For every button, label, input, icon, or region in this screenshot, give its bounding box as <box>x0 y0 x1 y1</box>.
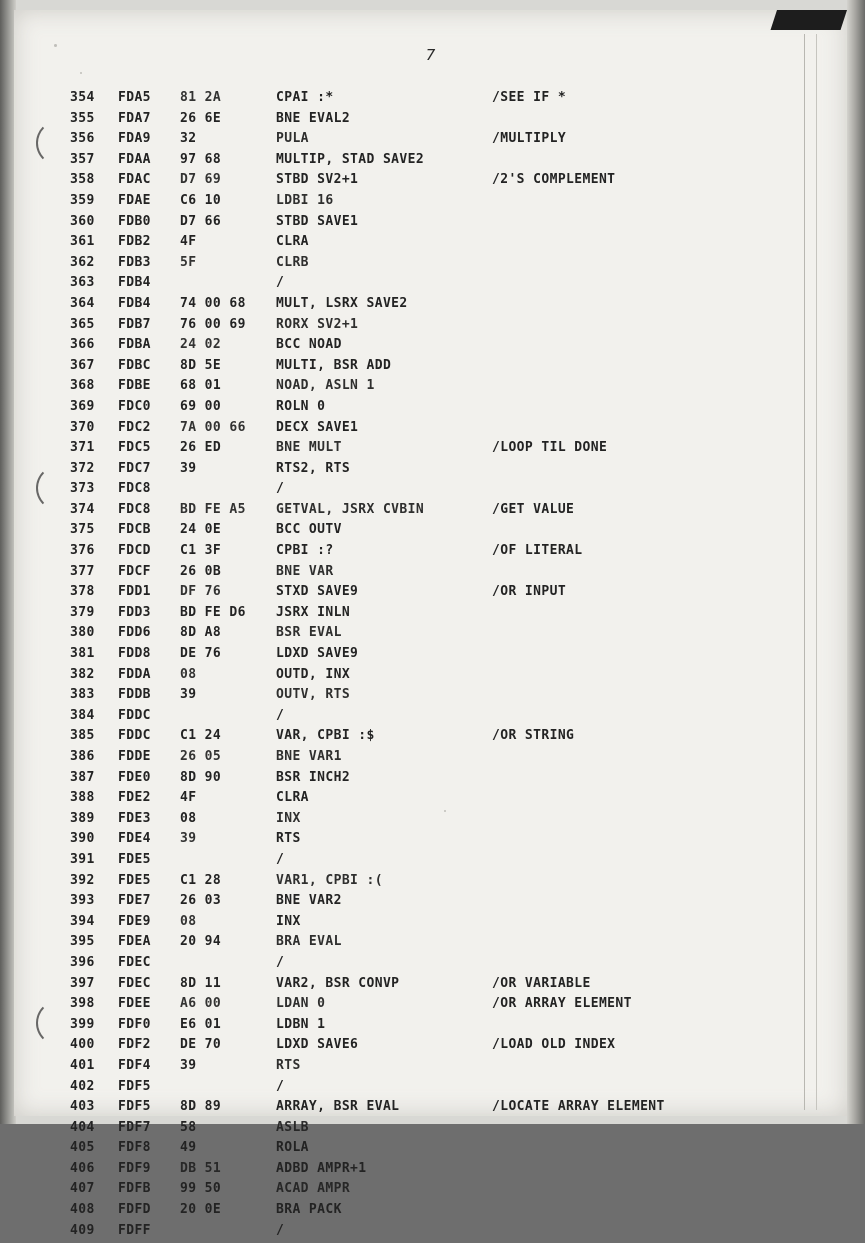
line-number: 358 <box>70 172 95 188</box>
listing-row <box>70 1120 810 1141</box>
memory-address: FDA5 <box>118 90 151 105</box>
listing-row <box>70 708 810 729</box>
source-statement: LDBI 16 <box>276 192 334 208</box>
line-number: 392 <box>70 872 95 888</box>
line-number: 366 <box>70 337 95 353</box>
line-number: 384 <box>70 707 95 723</box>
source-statement: CLRB <box>276 254 309 270</box>
memory-address: FDB7 <box>118 316 151 332</box>
memory-address: FDF5 <box>118 1099 151 1115</box>
memory-address: FDDE <box>118 749 151 764</box>
listing-row <box>70 481 810 502</box>
line-number: 361 <box>70 234 95 250</box>
object-code: 20 0E <box>180 1202 222 1218</box>
listing-row <box>70 976 810 997</box>
source-statement: STBD SAVE1 <box>276 213 359 229</box>
source-statement: ASLB <box>276 1119 309 1135</box>
source-statement: ARRAY, BSR EVAL <box>276 1099 400 1115</box>
line-number: 385 <box>70 728 95 744</box>
object-code: 26 05 <box>180 749 222 764</box>
line-number: 377 <box>70 563 95 579</box>
object-code: 74 00 68 <box>180 295 246 311</box>
line-number: 380 <box>70 625 95 641</box>
line-number: 370 <box>70 419 95 435</box>
object-code: 4F <box>180 790 197 806</box>
listing-row <box>70 131 810 152</box>
object-code: 26 03 <box>180 893 222 909</box>
line-number: 386 <box>70 749 95 764</box>
listing-row <box>70 811 810 832</box>
source-statement: STBD SV2+1 <box>276 172 359 188</box>
object-code: 8D 5E <box>180 357 222 373</box>
line-number: 368 <box>70 378 95 394</box>
line-number: 402 <box>70 1078 95 1094</box>
object-code: DF 76 <box>180 584 222 600</box>
listing-row <box>70 1181 810 1202</box>
comment: /GET VALUE <box>492 501 575 517</box>
object-code: 32 <box>180 131 197 147</box>
source-statement: RTS <box>276 831 301 847</box>
object-code: DE 70 <box>180 1037 222 1053</box>
object-code: 99 50 <box>180 1181 222 1197</box>
memory-address: FDF7 <box>118 1119 151 1135</box>
memory-address: FDE7 <box>118 893 151 909</box>
memory-address: FDC8 <box>118 481 151 497</box>
memory-address: FDDA <box>118 666 151 682</box>
source-statement: DECX SAVE1 <box>276 419 359 435</box>
object-code: 81 2A <box>180 90 222 105</box>
object-code: 08 <box>180 810 197 826</box>
listing-row <box>70 358 810 379</box>
line-number: 376 <box>70 543 95 559</box>
listing-row <box>70 1223 810 1243</box>
comment: /2'S COMPLEMENT <box>492 172 616 188</box>
paper-sheet <box>14 10 847 1238</box>
object-code: A6 00 <box>180 996 222 1012</box>
memory-address: FDC0 <box>118 398 151 414</box>
object-code: 4F <box>180 234 197 250</box>
memory-address: FDB4 <box>118 295 151 311</box>
object-code: 58 <box>180 1119 197 1135</box>
memory-address: FDBE <box>118 378 151 394</box>
object-code: DB 51 <box>180 1160 222 1176</box>
object-code: 24 02 <box>180 337 222 353</box>
source-statement: BSR EVAL <box>276 625 342 641</box>
line-number: 378 <box>70 584 95 600</box>
object-code: 8D 89 <box>180 1099 222 1115</box>
memory-address: FDB2 <box>118 234 151 250</box>
listing-row <box>70 461 810 482</box>
memory-address: FDE4 <box>118 831 151 847</box>
line-number: 399 <box>70 1016 95 1032</box>
source-statement: / <box>276 707 285 723</box>
line-number: 371 <box>70 440 95 456</box>
listing-row <box>70 399 810 420</box>
comment: /LOAD OLD INDEX <box>492 1037 616 1053</box>
listing-row <box>70 790 810 811</box>
source-statement: RTS2, RTS <box>276 460 351 476</box>
listing-row <box>70 893 810 914</box>
object-code: 39 <box>180 1057 197 1073</box>
source-statement: GETVAL, JSRX CVBIN <box>276 501 425 517</box>
listing-row <box>70 522 810 543</box>
memory-address: FDEA <box>118 934 151 950</box>
object-code: C1 24 <box>180 728 222 744</box>
object-code: 20 94 <box>180 934 222 950</box>
scan-corner-shadow <box>771 10 847 30</box>
listing-row <box>70 214 810 235</box>
source-statement: MULT, LSRX SAVE2 <box>276 295 408 311</box>
line-number: 396 <box>70 954 95 970</box>
source-statement: JSRX INLN <box>276 604 351 620</box>
memory-address: FDAA <box>118 151 151 167</box>
listing-row <box>70 831 810 852</box>
source-statement: BNE EVAL2 <box>276 110 351 126</box>
source-statement: ROLN 0 <box>276 398 326 414</box>
source-statement: BSR INCH2 <box>276 769 351 785</box>
line-number: 397 <box>70 975 95 991</box>
source-statement: LDXD SAVE6 <box>276 1037 359 1053</box>
comment: /OR VARIABLE <box>492 975 591 991</box>
source-statement: BNE VAR2 <box>276 893 342 909</box>
memory-address: FDF0 <box>118 1016 151 1032</box>
memory-address: FDB3 <box>118 254 151 270</box>
comment: /MULTIPLY <box>492 131 567 147</box>
line-number: 364 <box>70 295 95 311</box>
memory-address: FDAE <box>118 192 151 208</box>
source-statement: BCC NOAD <box>276 337 342 353</box>
comment: /OR INPUT <box>492 584 567 600</box>
listing-row <box>70 420 810 441</box>
listing-row <box>70 934 810 955</box>
line-number: 369 <box>70 398 95 414</box>
listing-row <box>70 1161 810 1182</box>
memory-address: FDF5 <box>118 1078 151 1094</box>
line-number: 387 <box>70 769 95 785</box>
memory-address: FDEC <box>118 954 151 970</box>
memory-address: FDAC <box>118 172 151 188</box>
line-number: 365 <box>70 316 95 332</box>
listing-row <box>70 440 810 461</box>
object-code: 8D A8 <box>180 625 222 641</box>
comment: /OF LITERAL <box>492 543 583 559</box>
object-code: 08 <box>180 666 197 682</box>
source-statement: INX <box>276 913 301 929</box>
memory-address: FDBA <box>118 337 151 353</box>
page-number: 7 <box>425 46 436 64</box>
source-statement: LDAN 0 <box>276 996 326 1012</box>
listing-row <box>70 172 810 193</box>
listing-row <box>70 873 810 894</box>
memory-address: FDDC <box>118 728 151 744</box>
memory-address: FDCB <box>118 522 151 538</box>
comment: /SEE IF * <box>492 90 567 105</box>
source-statement: / <box>276 954 285 970</box>
line-number: 355 <box>70 110 95 126</box>
memory-address: FDEE <box>118 996 151 1012</box>
memory-address: FDE0 <box>118 769 151 785</box>
source-statement: STXD SAVE9 <box>276 584 359 600</box>
line-number: 389 <box>70 810 95 826</box>
line-number: 405 <box>70 1140 95 1156</box>
object-code: 76 00 69 <box>180 316 246 332</box>
listing-row <box>70 234 810 255</box>
line-number: 403 <box>70 1099 95 1115</box>
line-number: 381 <box>70 646 95 662</box>
source-statement: MULTI, BSR ADD <box>276 357 392 373</box>
listing-row <box>70 255 810 276</box>
listing-row <box>70 646 810 667</box>
object-code: D7 66 <box>180 213 222 229</box>
memory-address: FDE3 <box>118 810 151 826</box>
listing-row <box>70 1058 810 1079</box>
comment: /LOCATE ARRAY ELEMENT <box>492 1099 665 1115</box>
source-statement: OUTV, RTS <box>276 687 351 703</box>
object-code: 8D 90 <box>180 769 222 785</box>
source-statement: BNE VAR1 <box>276 749 342 764</box>
line-number: 354 <box>70 90 95 105</box>
source-statement: LDBN 1 <box>276 1016 326 1032</box>
binder-arc-icon <box>36 120 66 166</box>
source-statement: BCC OUTV <box>276 522 342 538</box>
listing-row <box>70 914 810 935</box>
listing-row <box>70 1140 810 1161</box>
memory-address: FDB4 <box>118 275 151 291</box>
source-statement: ADBD AMPR+1 <box>276 1160 367 1176</box>
object-code: 24 0E <box>180 522 222 538</box>
listing-row <box>70 955 810 976</box>
listing-row <box>70 111 810 132</box>
binder-arc-icon <box>36 465 66 511</box>
object-code: BD FE D6 <box>180 604 246 620</box>
source-statement: ACAD AMPR <box>276 1181 351 1197</box>
source-statement: RTS <box>276 1057 301 1073</box>
memory-address: FDC7 <box>118 460 151 476</box>
listing-row <box>70 193 810 214</box>
source-statement: LDXD SAVE9 <box>276 646 359 662</box>
object-code: C6 10 <box>180 192 222 208</box>
listing-row <box>70 90 810 111</box>
memory-address: FDE2 <box>118 790 151 806</box>
assembly-listing <box>70 90 810 1243</box>
memory-address: FDA7 <box>118 110 151 126</box>
line-number: 374 <box>70 501 95 517</box>
listing-row <box>70 543 810 564</box>
memory-address: FDC2 <box>118 419 151 435</box>
line-number: 390 <box>70 831 95 847</box>
line-number: 388 <box>70 790 95 806</box>
memory-address: FDD1 <box>118 584 151 600</box>
memory-address: FDDB <box>118 687 151 703</box>
source-statement: / <box>276 851 285 867</box>
line-number: 367 <box>70 357 95 373</box>
source-statement: CPAI :* <box>276 90 334 105</box>
memory-address: FDDC <box>118 707 151 723</box>
comment: /OR ARRAY ELEMENT <box>492 996 632 1012</box>
object-code: 39 <box>180 460 197 476</box>
memory-address: FDF9 <box>118 1160 151 1176</box>
source-statement: PULA <box>276 131 309 147</box>
object-code: C1 28 <box>180 872 222 888</box>
object-code: 39 <box>180 831 197 847</box>
line-number: 363 <box>70 275 95 291</box>
line-number: 391 <box>70 851 95 867</box>
line-number: 401 <box>70 1057 95 1073</box>
memory-address: FDE5 <box>118 872 151 888</box>
source-statement: BNE VAR <box>276 563 334 579</box>
memory-address: FDC5 <box>118 440 151 456</box>
line-number: 406 <box>70 1160 95 1176</box>
listing-row <box>70 378 810 399</box>
object-code: 68 01 <box>180 378 222 394</box>
line-number: 375 <box>70 522 95 538</box>
line-number: 379 <box>70 604 95 620</box>
listing-row <box>70 584 810 605</box>
listing-row <box>70 728 810 749</box>
comment: /OR STRING <box>492 728 575 744</box>
scan-speck <box>80 72 82 74</box>
object-code: 26 6E <box>180 110 222 126</box>
memory-address: FDD6 <box>118 625 151 641</box>
memory-address: FDFF <box>118 1222 151 1238</box>
source-statement: VAR1, CPBI :( <box>276 872 383 888</box>
object-code: C1 3F <box>180 543 222 559</box>
line-number: 382 <box>70 666 95 682</box>
source-statement: CLRA <box>276 234 309 250</box>
memory-address: FDFD <box>118 1202 151 1218</box>
listing-row <box>70 1017 810 1038</box>
listing-row <box>70 996 810 1017</box>
line-number: 357 <box>70 151 95 167</box>
source-statement: / <box>276 1222 285 1238</box>
memory-address: FDB0 <box>118 213 151 229</box>
listing-row <box>70 605 810 626</box>
line-number: 398 <box>70 996 95 1012</box>
source-statement: RORX SV2+1 <box>276 316 359 332</box>
memory-address: FDF8 <box>118 1140 151 1156</box>
listing-row <box>70 502 810 523</box>
margin-rule-outer <box>816 34 817 1110</box>
line-number: 409 <box>70 1222 95 1238</box>
line-number: 394 <box>70 913 95 929</box>
object-code: 49 <box>180 1140 197 1156</box>
object-code: 5F <box>180 254 197 270</box>
comment: /LOOP TIL DONE <box>492 440 608 456</box>
object-code: 08 <box>180 913 197 929</box>
listing-row <box>70 749 810 770</box>
memory-address: FDF2 <box>118 1037 151 1053</box>
source-statement: CPBI :? <box>276 543 334 559</box>
source-statement: NOAD, ASLN 1 <box>276 378 375 394</box>
source-statement: VAR2, BSR CONVP <box>276 975 400 991</box>
memory-address: FDA9 <box>118 131 151 147</box>
listing-row <box>70 1037 810 1058</box>
line-number: 372 <box>70 460 95 476</box>
object-code: DE 76 <box>180 646 222 662</box>
source-statement: ROLA <box>276 1140 309 1156</box>
source-statement: / <box>276 481 285 497</box>
line-number: 393 <box>70 893 95 909</box>
line-number: 356 <box>70 131 95 147</box>
line-number: 373 <box>70 481 95 497</box>
scan-speck <box>54 44 57 47</box>
line-number: 360 <box>70 213 95 229</box>
object-code: E6 01 <box>180 1016 222 1032</box>
line-number: 395 <box>70 934 95 950</box>
object-code: BD FE A5 <box>180 501 246 517</box>
listing-row <box>70 564 810 585</box>
listing-row <box>70 1202 810 1223</box>
object-code: 69 00 <box>180 398 222 414</box>
memory-address: FDFB <box>118 1181 151 1197</box>
source-statement: OUTD, INX <box>276 666 351 682</box>
object-code: 39 <box>180 687 197 703</box>
object-code: 7A 00 66 <box>180 419 246 435</box>
line-number: 407 <box>70 1181 95 1197</box>
memory-address: FDEC <box>118 975 151 991</box>
object-code: 8D 11 <box>180 975 222 991</box>
memory-address: FDCD <box>118 543 151 559</box>
listing-row <box>70 667 810 688</box>
line-number: 408 <box>70 1202 95 1218</box>
source-statement: BRA PACK <box>276 1202 342 1218</box>
object-code: 26 ED <box>180 440 222 456</box>
memory-address: FDE5 <box>118 851 151 867</box>
object-code: 26 0B <box>180 563 222 579</box>
source-statement: / <box>276 275 285 291</box>
memory-address: FDBC <box>118 357 151 373</box>
scan-right-edge <box>847 0 865 1124</box>
listing-row <box>70 770 810 791</box>
source-statement: VAR, CPBI :$ <box>276 728 375 744</box>
listing-row <box>70 296 810 317</box>
memory-address: FDF4 <box>118 1057 151 1073</box>
memory-address: FDE9 <box>118 913 151 929</box>
line-number: 404 <box>70 1119 95 1135</box>
listing-row <box>70 152 810 173</box>
listing-row <box>70 852 810 873</box>
memory-address: FDC8 <box>118 501 151 517</box>
listing-row <box>70 337 810 358</box>
source-statement: MULTIP, STAD SAVE2 <box>276 151 425 167</box>
source-statement: / <box>276 1078 285 1094</box>
source-statement: BRA EVAL <box>276 934 342 950</box>
object-code: 97 68 <box>180 151 222 167</box>
line-number: 359 <box>70 192 95 208</box>
line-number: 400 <box>70 1037 95 1053</box>
line-number: 383 <box>70 687 95 703</box>
memory-address: FDCF <box>118 563 151 579</box>
source-statement: INX <box>276 810 301 826</box>
memory-address: FDD3 <box>118 604 151 620</box>
listing-row <box>70 275 810 296</box>
listing-row <box>70 625 810 646</box>
source-statement: CLRA <box>276 790 309 806</box>
listing-row <box>70 1099 810 1120</box>
object-code: D7 69 <box>180 172 222 188</box>
listing-row <box>70 1079 810 1100</box>
listing-row <box>70 317 810 338</box>
binder-arc-icon <box>36 1000 66 1046</box>
listing-row <box>70 687 810 708</box>
line-number: 362 <box>70 254 95 270</box>
source-statement: BNE MULT <box>276 440 342 456</box>
memory-address: FDD8 <box>118 646 151 662</box>
